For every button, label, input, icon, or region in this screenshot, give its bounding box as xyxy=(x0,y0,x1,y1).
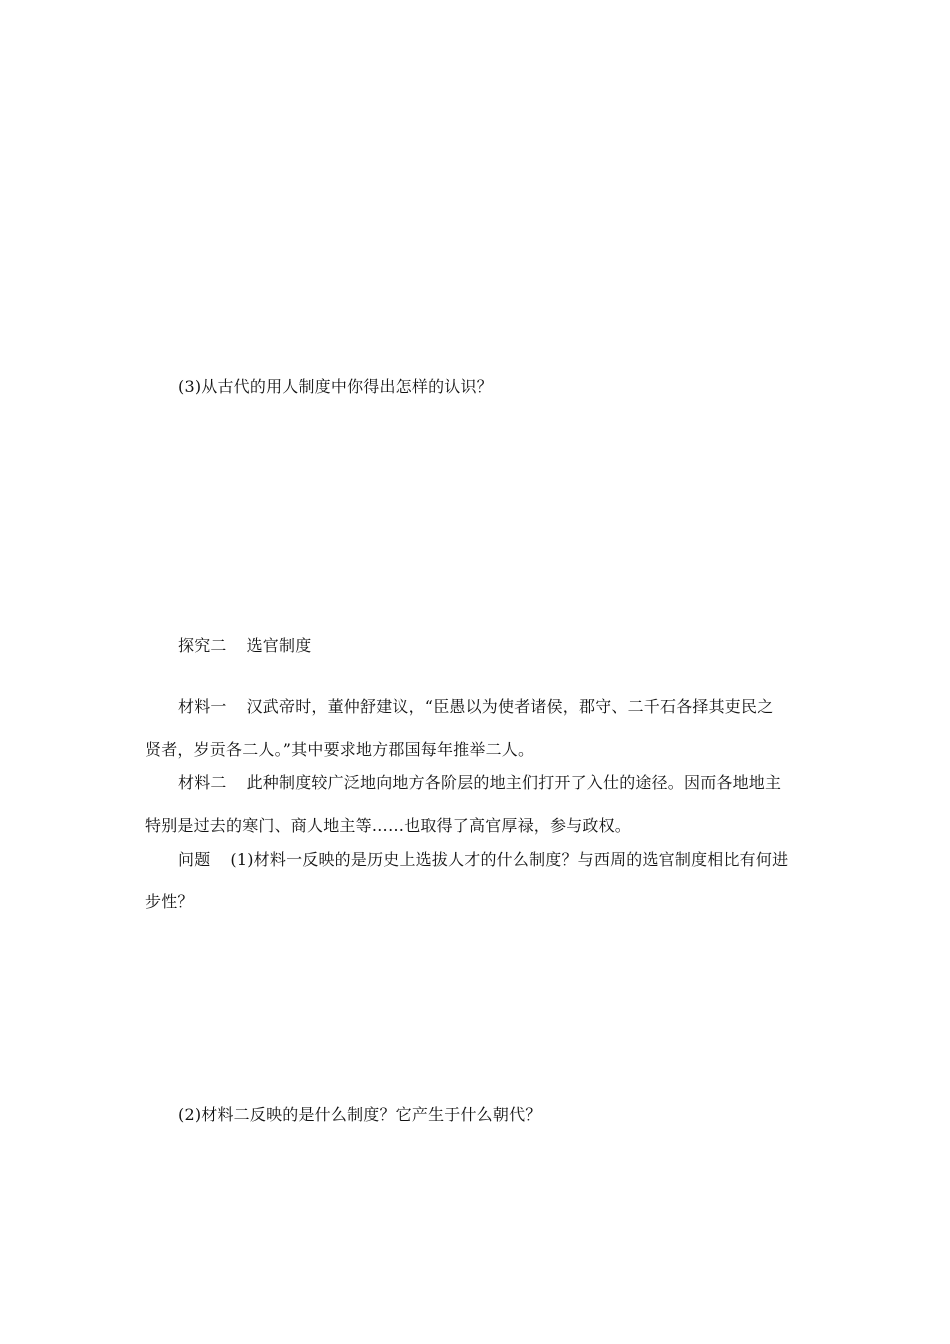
questions-label: 问题 xyxy=(178,850,211,869)
section-label: 探究二 xyxy=(178,636,227,655)
material1-line2: 贤者，岁贡各二人。”其中要求地方郡国每年推举二人。 xyxy=(145,740,535,759)
material2-line2: 特别是过去的寒门、商人地主等……也取得了高官厚禄，参与政权。 xyxy=(145,816,632,835)
section-title: 选官制度 xyxy=(246,636,312,655)
material2-text1: 此种制度较广泛地向地方各阶层的地主们打开了入仕的途径。因而各地地主 xyxy=(246,773,782,792)
material1-line1 xyxy=(178,697,773,717)
material1-label: 材料一 xyxy=(178,697,227,716)
question-2: (2)材料二反映的是什么制度？它产生于什么朝代？ xyxy=(178,1105,542,1124)
material2-line1 xyxy=(178,773,781,793)
question-3: (3)从古代的用人制度中你得出怎样的认识？ xyxy=(178,377,493,396)
question1-text1: (1)材料一反映的是历史上选拔人才的什么制度？与西周的选官制度相比有何进 xyxy=(230,850,789,869)
material2-label: 材料二 xyxy=(178,773,227,792)
material1-text1: 汉武帝时，董仲舒建议，“臣愚以为使者诸侯，郡守、二千石各择其吏民之 xyxy=(246,697,774,716)
question1-line2: 步性？ xyxy=(145,892,194,911)
question1-line1 xyxy=(178,850,788,870)
section-heading xyxy=(178,636,311,656)
